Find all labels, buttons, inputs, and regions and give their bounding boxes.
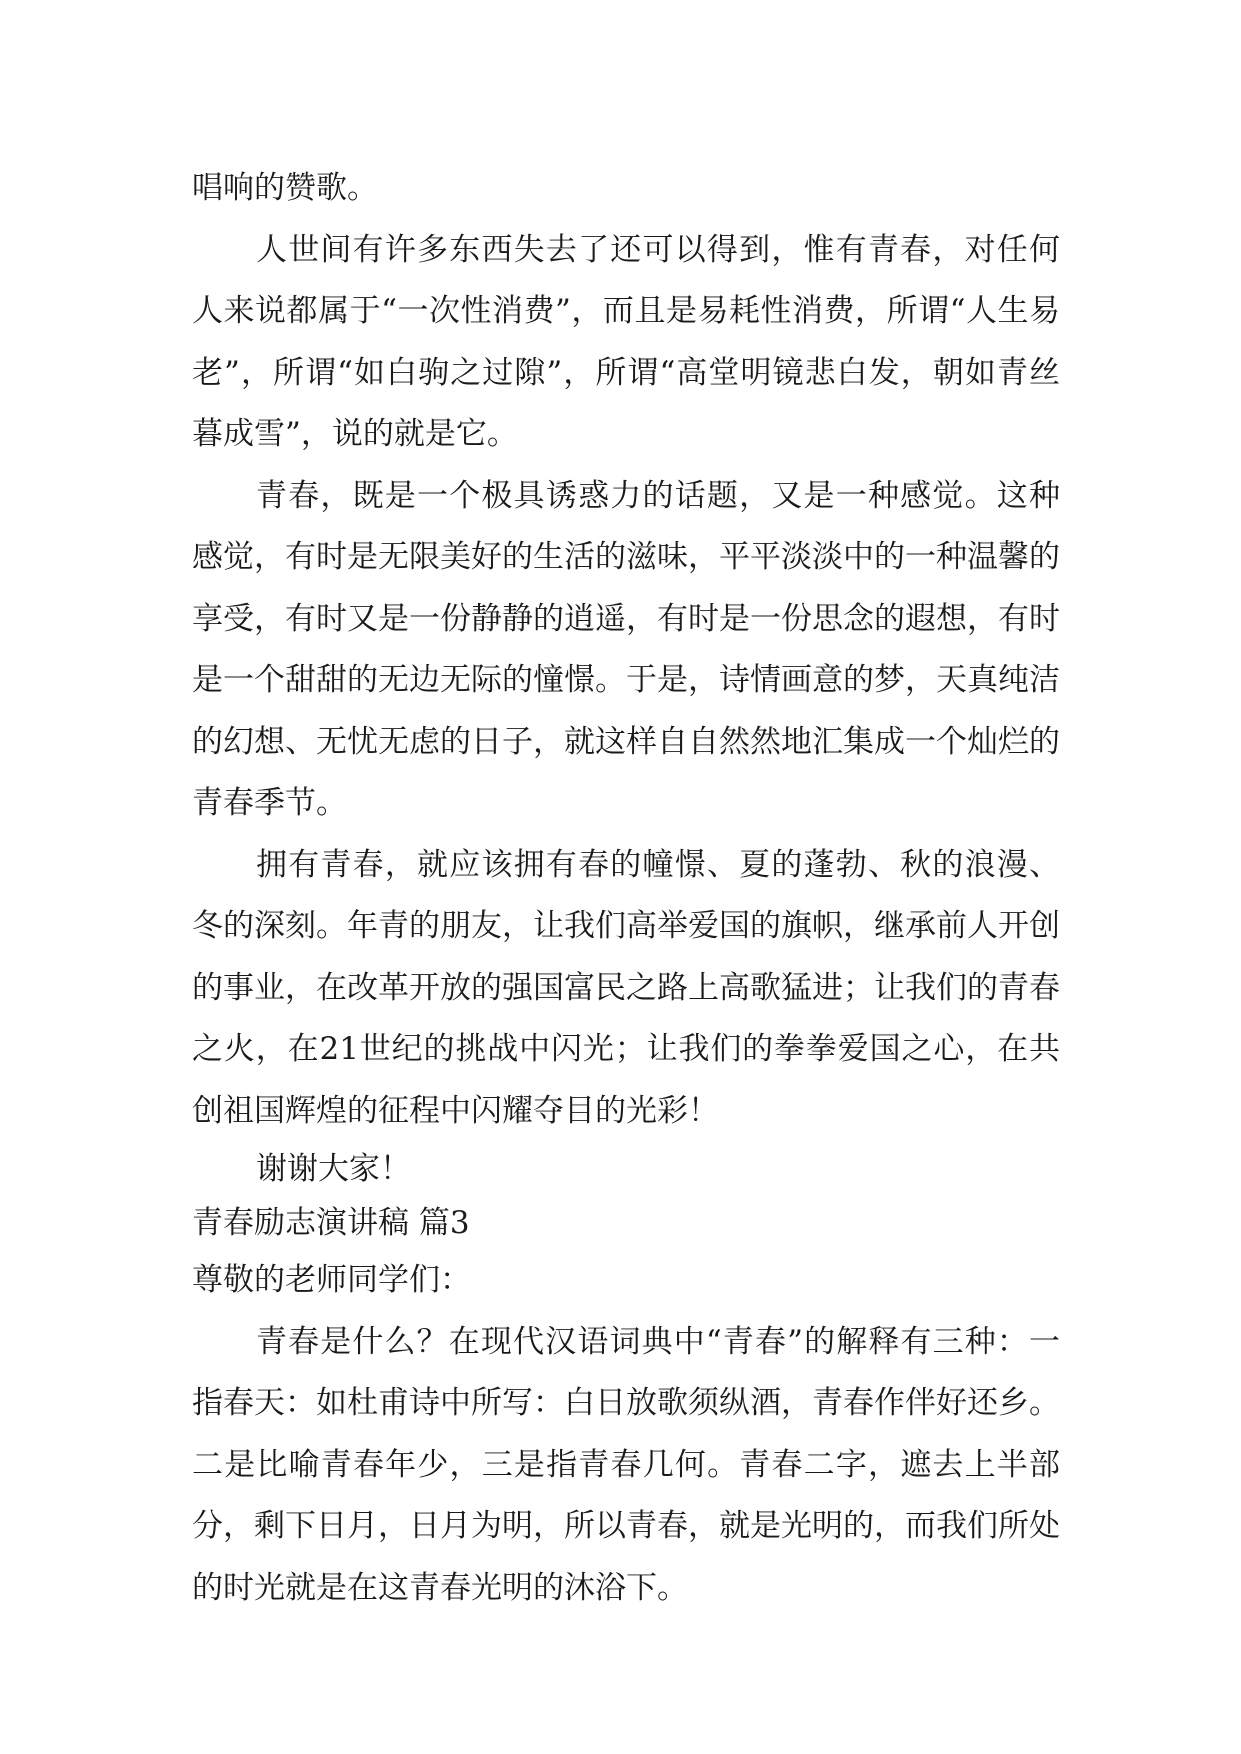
paragraph-closing-line: 唱响的赞歌。	[192, 170, 378, 206]
paragraph-thanks: 谢谢大家！	[256, 1151, 411, 1187]
paragraph-youth-consumption: 人世间有许多东西失去了还可以得到，惟有青春，对任何人来说都属于“一次性消费”，而且是易耗性消费，所谓“人生易老”，所谓“如白驹之过隙”，所谓“高堂明镜悲白发，朝如青丝暮成雪”，说的就是它。	[192, 231, 1060, 452]
salutation: 尊敬的老师同学们：	[192, 1262, 471, 1298]
section-heading: 青春励志演讲稿 篇3	[192, 1205, 470, 1241]
paragraph-youth-seasons: 拥有青春，就应该拥有春的幢憬、夏的蓬勃、秋的浪漫、冬的深刻。年青的朋友，让我们高举爱国的旗帜，继承前人开创的事业，在改革开放的强国富民之路上高歌猛进；让我们的青春之火，在21世纪的挑战中闪光；让我们的拳拳爱国之心，在共创祖国辉煌的征程中闪耀夺目的光彩！	[192, 846, 1060, 1129]
document-body	[192, 158, 1060, 1619]
paragraph-youth-definition: 青春是什么？在现代汉语词典中“青春”的解释有三种：一指春天：如杜甫诗中所写：白日放歌须纵酒，青春作伴好还乡。二是比喻青春年少，三是指青春几何。青春二字，遮去上半部分，剩下日月，日月为明，所以青春，就是光明的，而我们所处的时光就是在这青春光明的沐浴下。	[192, 1323, 1060, 1606]
paragraph-youth-feeling: 青春，既是一个极具诱惑力的话题，又是一种感觉。这种感觉，有时是无限美好的生活的滋味，平平淡淡中的一种温馨的享受，有时又是一份静静的逍遥，有时是一份思念的遐想，有时是一个甜甜的无边无际的憧憬。于是，诗情画意的梦，天真纯洁的幻想、无忧无虑的日子，就这样自自然然地汇集成一个灿烂的青春季节。	[192, 477, 1060, 821]
